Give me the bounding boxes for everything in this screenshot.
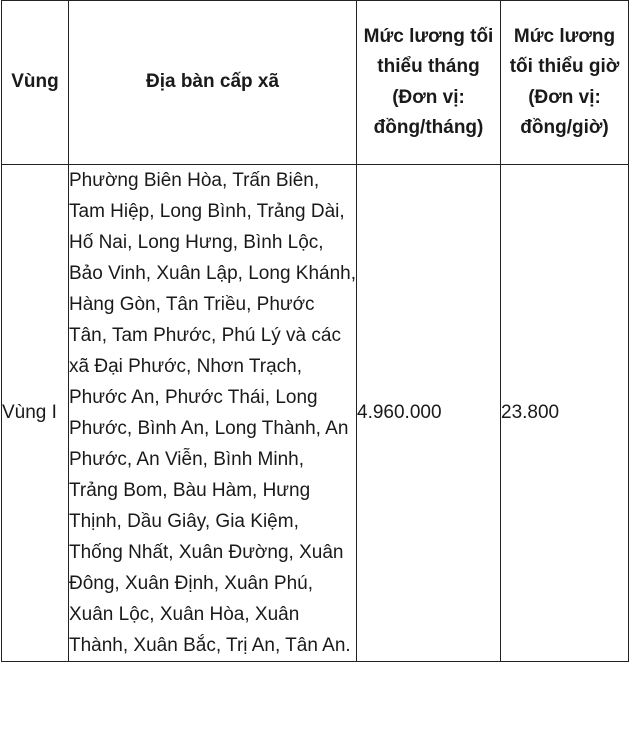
header-row [2, 1, 629, 165]
cell-monthly-wage: 4.960.000 [357, 165, 501, 662]
minimum-wage-table [1, 0, 629, 662]
header-area: Địa bàn cấp xã [69, 1, 357, 165]
cell-region: Vùng I [2, 165, 69, 662]
cell-hourly-wage: 23.800 [501, 165, 629, 662]
table-header [2, 1, 629, 165]
header-monthly-wage: Mức lương tối thiểu tháng (Đơn vị: đồng/tháng) [357, 1, 501, 165]
header-hourly-wage: Mức lương tối thiểu giờ (Đơn vị: đồng/giờ) [501, 1, 629, 165]
cell-area: Phường Biên Hòa, Trấn Biên, Tam Hiệp, Long Bình, Trảng Dài, Hố Nai, Long Hưng, Bình Lộc, Bảo Vinh, Xuân Lập, Long Khánh, Hàng Gòn, Tân Triều, Phước Tân, Tam Phước, Phú Lý và các xã Đại Phước, Nhơn Trạch, Phước An, Phước Thái, Long Phước, Bình An, Long Thành, An Phước, An Viễn, Bình Minh, Trảng Bom, Bàu Hàm, Hưng Thịnh, Dầu Giây, Gia Kiệm, Thống Nhất, Xuân Đường, Xuân Đông, Xuân Định, Xuân Phú, Xuân Lộc, Xuân Hòa, Xuân Thành, Xuân Bắc, Trị An, Tân An. [69, 165, 357, 662]
table-body [2, 165, 629, 662]
header-region: Vùng [2, 1, 69, 165]
table-row [2, 165, 629, 662]
